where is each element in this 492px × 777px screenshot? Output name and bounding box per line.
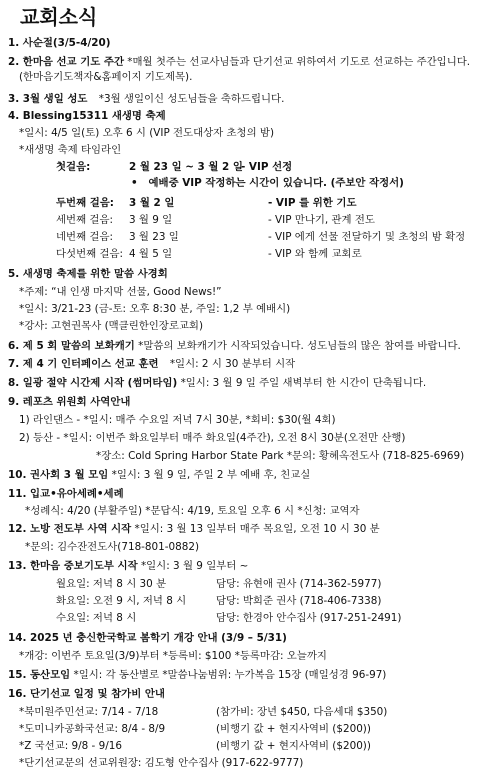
prayer-row-1-charge: 담당: 유현애 권사 (714-362-5977) (216, 578, 382, 590)
mission-row-3-place: *Z 국선교: 9/8 - 9/16 (19, 740, 122, 752)
item-2 (8, 55, 470, 70)
item-2-text: *매월 첫주는 선교사님들과 단기선교 위하여서 기도로 선교하는 주간입니다. (127, 56, 471, 68)
item-4-heading: 4. Blessing15311 새생명 축제 (8, 110, 166, 122)
prayer-row-2-day: 화요일: 오전 9 시, 저녁 8 시 (56, 595, 187, 607)
item-6-heading: 6. 제 5 회 말씀의 보화캐기 (8, 340, 135, 352)
bullet-dot: • (131, 177, 138, 189)
walk-4-label: 네번째 걸음: (56, 231, 113, 243)
item-8-heading: 8. 일광 절약 시간제 시작 (썸머타임) (8, 377, 178, 389)
prayer-row-2-charge: 담당: 박희준 권사 (718-406-7338) (216, 595, 382, 607)
item-14-heading: 14. 2025 년 충신한국학교 봄학기 개강 안내 (3/9 – 5/31) (8, 632, 287, 644)
mission-row-2-fee: (비행기 값 + 현지사역비 ($200)) (216, 723, 371, 735)
item-9-heading: 9. 레포츠 위원회 사역안내 (8, 396, 131, 408)
walk-2-date: 3 월 2 일 (129, 197, 175, 209)
item-10-text: *일시: 3 월 9 일, 주일 2 부 예배 후, 친교실 (111, 469, 311, 481)
page-title: 교회소식 (20, 5, 98, 29)
item-10-heading: 10. 권사회 3 월 모임 (8, 469, 109, 481)
item-10 (8, 468, 310, 483)
item-4-date: *일시: 4/5 일(토) 오후 6 시 (VIP 전도대상자 초청의 밤) (19, 127, 275, 139)
item-7-heading: 7. 제 4 기 인터페이스 선교 훈련 (8, 358, 159, 370)
walk-1-date: 2 월 23 일 ~ 3 월 2 일 (129, 161, 243, 173)
item-12-text: *일시: 3 월 13 일부터 매주 목요일, 오전 10 시 30 분 (134, 523, 380, 535)
item-3 (8, 92, 284, 107)
item-2-continuation: (한마음기도책자&홈페이지 기도제목). (19, 71, 193, 83)
walk-3-desc: - VIP 만나기, 관계 전도 (268, 214, 375, 226)
item-5-date: *일시: 3/21-23 (금-토: 오후 8:30 분, 주일: 1,2 부 예배시) (19, 303, 291, 315)
mission-row-2-place: *도미니카공화국선교: 8/4 - 8/9 (19, 723, 166, 735)
walk-3-label: 세번째 걸음: (56, 214, 113, 226)
item-13 (8, 559, 248, 574)
item-9-hiking: 2) 등산 - *일시: 이번주 화요일부터 매주 화요일(4주간), 오전 8시 30분(오전만 산행) (19, 432, 406, 444)
item-9-line-dance: 1) 라인댄스 - *일시: 매주 수요일 저녁 7시 30분, *회비: $30(월 4회) (19, 414, 336, 426)
item-3-heading: 3. 3월 생일 성도 (8, 93, 88, 105)
walk-1-desc: - VIP 선정 (241, 161, 293, 173)
item-16-heading: 16. 단기선교 일정 및 참가비 안내 (8, 688, 165, 700)
item-11-heading: 11. 입교•유아세례•세례 (8, 488, 124, 500)
item-1-heading: 1. 사순절(3/5-4/20) (8, 37, 111, 49)
item-4-timeline: *새생명 축제 타임라인 (19, 144, 122, 156)
item-13-text: *일시: 3 월 9 일부터 ~ (140, 560, 249, 572)
walk-1-label: 첫걸음: (56, 161, 91, 173)
item-15-heading: 15. 동산모임 (8, 669, 71, 681)
item-11-text: *성례식: 4/20 (부활주일) *문답식: 4/19, 토요일 오후 6 시 *신청: 교역자 (25, 505, 360, 517)
item-15-text: *일시: 각 동산별로 *말씀나눔범위: 누가복음 15장 (매일성경 96-97) (73, 669, 387, 681)
item-12 (8, 522, 380, 537)
item-15 (8, 668, 386, 683)
item-5-heading: 5. 새생명 축제를 위한 말씀 사경회 (8, 268, 168, 280)
walk-bullet (131, 176, 404, 191)
item-12-contact: *문의: 김수잔전도사(718-801-0882) (25, 541, 200, 553)
walk-4-date: 3 월 23 일 (129, 231, 179, 243)
prayer-row-1-day: 월요일: 저녁 8 시 30 분 (56, 578, 167, 590)
walk-bullet-text: 예배중 VIP 작정하는 시간이 있습니다. (주보안 작정서) (148, 177, 404, 189)
item-16-contact: *단기선교문의 선교위원장: 김도형 안수집사 (917-622-9777) (19, 757, 304, 769)
walk-2-label: 두번째 걸음: (56, 197, 114, 209)
walk-5-desc: - VIP 와 함께 교회로 (268, 248, 362, 260)
item-3-text: *3월 생일이신 성도님들을 축하드립니다. (98, 93, 285, 105)
item-12-heading: 12. 노방 전도부 사역 시작 (8, 523, 132, 535)
mission-row-1-place: *북미원주민선교: 7/14 - 7/18 (19, 706, 159, 718)
mission-row-3-fee: (비행기 값 + 현지사역비 ($200)) (216, 740, 371, 752)
item-14-text: *개강: 이번주 토요일(3/9)부터 *등록비: $100 *등록마감: 오늘까지 (19, 650, 327, 662)
item-7-text: *일시: 2 시 30 분부터 시작 (169, 358, 296, 370)
item-5-speaker: *강사: 고현권목사 (맥클린한인장로교회) (19, 320, 204, 332)
item-7 (8, 357, 295, 372)
item-2-heading: 2. 한마음 선교 기도 주간 (8, 56, 124, 68)
item-5-theme: *주제: “내 인생 마지막 선물, Good News!” (19, 286, 222, 298)
walk-5-label: 다섯번째 걸음: (56, 248, 124, 260)
item-8-text: *일시: 3 월 9 일 주일 새벽부터 한 시간이 단축됩니다. (180, 377, 427, 389)
item-13-heading: 13. 한마음 중보기도부 시작 (8, 560, 138, 572)
walk-2-desc: - VIP 를 위한 기도 (268, 197, 357, 209)
walk-4-desc: - VIP 에게 선물 전달하기 및 초청의 밤 확정 (268, 231, 466, 243)
walk-3-date: 3 월 9 일 (129, 214, 173, 226)
item-6-text: *말씀의 보화캐기가 시작되었습니다. 성도님들의 많은 참여를 바랍니다. (138, 340, 461, 352)
prayer-row-3-day: 수요일: 저녁 8 시 (56, 612, 137, 624)
walk-5-date: 4 월 5 일 (129, 248, 173, 260)
item-9-hiking-place: *장소: Cold Spring Harbor State Park *문의: 황혜옥전도사 (718-825-6969) (96, 450, 465, 462)
mission-row-1-fee: (참가비: 장년 $450, 다음세대 $350) (216, 706, 388, 718)
item-8 (8, 376, 426, 391)
prayer-row-3-charge: 담당: 한경아 안수집사 (917-251-2491) (216, 612, 402, 624)
item-6 (8, 339, 461, 354)
